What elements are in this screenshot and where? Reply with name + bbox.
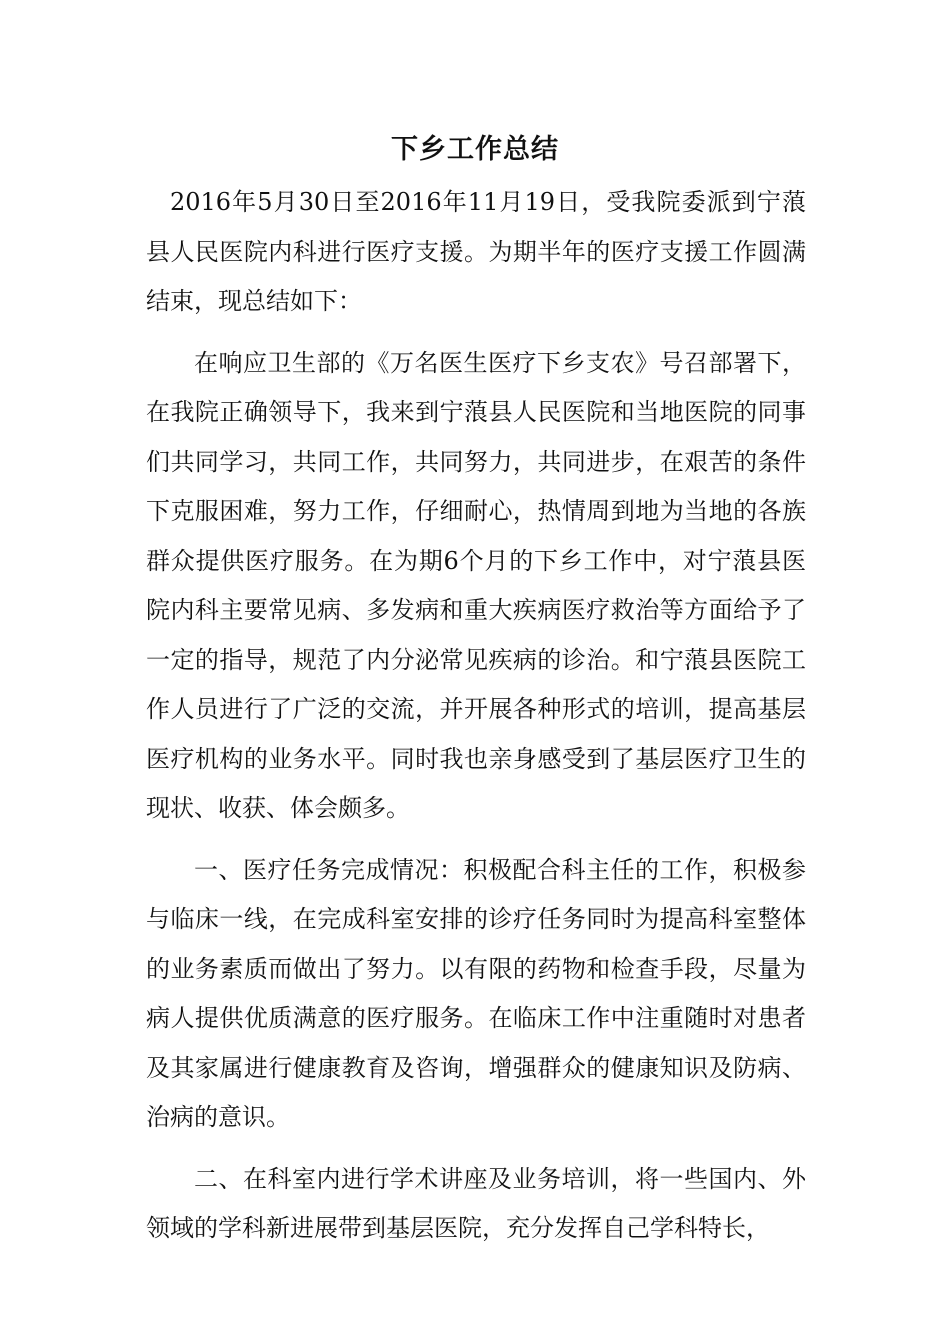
paragraph-section-two: 二、在科室内进行学术讲座及业务培训，将一些国内、外领域的学科新进展带到基层医院，充分发挥自己学科特长， (146, 1164, 806, 1242)
paragraph-intro: 2016年5月30日至2016年11月19日，受我院委派到宁蒗县人民医院内科进行医疗支援。为期半年的医疗支援工作圆满结束，现总结如下： (146, 188, 806, 315)
paragraph-response: 在响应卫生部的《万名医生医疗下乡支农》号召部署下，在我院正确领导下，我来到宁蒗县人民医院和当地医院的同事们共同学习，共同工作，共同努力，共同进步，在艰苦的条件下克服困难，努力工作，仔细耐心，热情周到地为当地的各族群众提供医疗服务。在为期6个月的下乡工作中，对宁蒗县医院内科主要常见病、多发病和重大疾病医疗救治等方面给予了一定的指导，规范了内分泌常见疾病的诊治。和宁蒗县医院工作人员进行了广泛的交流，并开展各种形式的培训，提高基层医疗机构的业务水平。同时我也亲身感受到了基层医疗卫生的现状、收获、体会颇多。 (146, 348, 806, 822)
paragraph-section-one: 一、医疗任务完成情况：积极配合科主任的工作，积极参与临床一线，在完成科室安排的诊疗任务同时为提高科室整体的业务素质而做出了努力。以有限的药物和检查手段，尽量为病人提供优质满意的医疗服务。在临床工作中注重随时对患者及其家属进行健康教育及咨询，增强群众的健康知识及防病、治病的意识。 (146, 855, 806, 1131)
document-body (146, 178, 806, 1254)
document-title: 下乡工作总结 (391, 134, 559, 165)
